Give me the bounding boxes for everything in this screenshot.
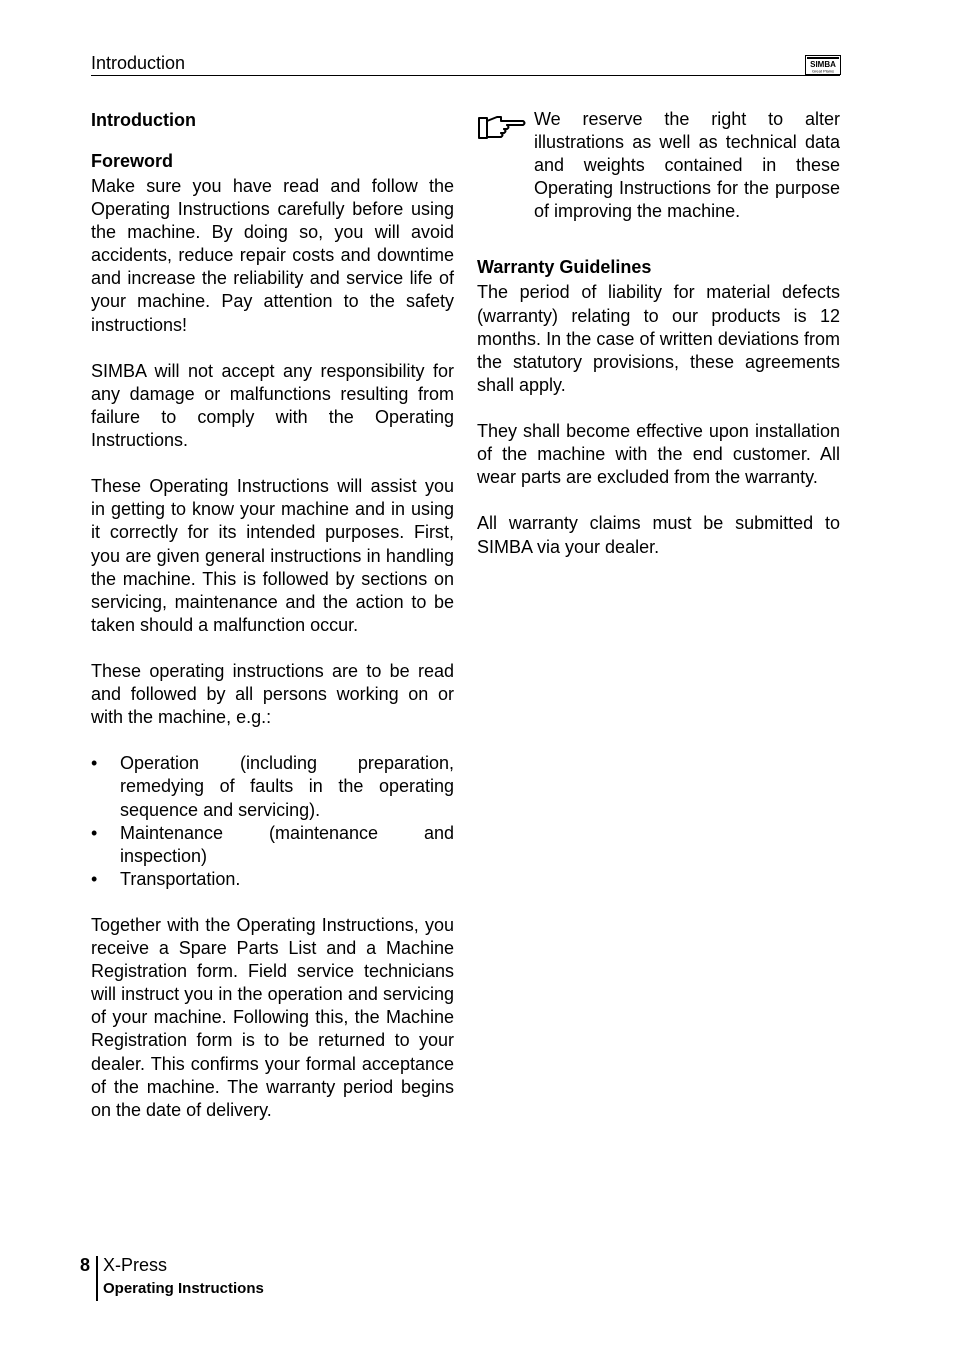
svg-text:SIMBA: SIMBA (810, 60, 836, 69)
footer-product: X-Press (103, 1255, 168, 1275)
warranty-heading: Warranty Guidelines (477, 257, 652, 278)
list-item: • Maintenance (maintenance and inspection) (91, 822, 454, 866)
warranty-paragraph-3: All warranty claims must be submitted to SIMBA via your dealer. (477, 513, 840, 557)
warranty-paragraph-1: The period of liability for material defects (warranty) relating to our products is 12 months. In the case of written deviations from the statutory provisions, these agreements shall apply. (477, 282, 840, 395)
foreword-heading: Foreword (91, 151, 174, 171)
note-text: We reserve the right to alter illustrations as well as technical data and weights contained in these Operating Instructions for the purpose of improving the machine. (534, 109, 840, 222)
foreword-paragraph-2: SIMBA will not accept any responsibility for any damage or malfunctions resulting from failure to comply with the Operating Instructions. (91, 360, 454, 451)
simba-logo (805, 55, 841, 75)
bullet-icon: • (91, 868, 98, 889)
foreword-paragraph-1: Make sure you have read and follow the Operating Instructions carefully before using the machine. By doing so, you will avoid accidents, reduce repair costs and downtime and increase the reliability and service life of your machine. Pay attention to the safety instructions! (91, 176, 454, 335)
header-title: Introduction (91, 53, 186, 73)
list-item: • Operation (including preparation, remedying of faults in the operating sequence and servicing). (91, 753, 454, 820)
warranty-paragraph-2: They shall become effective upon installation of the machine with the end customer. All wear parts are excluded from the warranty. (477, 421, 840, 488)
svg-text:Great Plains: Great Plains (811, 68, 835, 74)
footer-subtitle: Operating Instructions (103, 1280, 264, 1297)
section-heading: Introduction (91, 110, 196, 130)
closing-paragraph: Together with the Operating Instructions, you receive a Spare Parts List and a Machine Registration form. Field service technicians will instruct you in the operation and servicing of your machine. Following this, the Machine Registration form is to be returned to your dealer. This confirms your formal acceptance of the machine. The warranty period begins on the date of delivery. (91, 915, 454, 1120)
foreword-paragraph-4: These operating instructions are to be read and followed by all persons working on or with the machine, e.g.: (91, 660, 454, 728)
footer-divider (96, 1256, 98, 1301)
note-block (477, 108, 840, 223)
right-column (477, 108, 840, 582)
header-rule (91, 75, 840, 76)
pointing-hand-icon (477, 112, 527, 142)
usage-list (91, 752, 454, 891)
bullet-icon: • (91, 753, 98, 774)
foreword-paragraph-3: These Operating Instructions will assist you in getting to know your machine and in using it correctly for its intended purposes. First, you are given general instructions in handling the machine. This is followed by sections on servicing, maintenance and the action to be taken should a malfunction occur. (91, 476, 454, 635)
page-number: 8 (80, 1255, 91, 1275)
left-column (91, 108, 454, 1145)
list-item: • Transportation. (91, 868, 454, 891)
bullet-icon: • (91, 822, 98, 843)
